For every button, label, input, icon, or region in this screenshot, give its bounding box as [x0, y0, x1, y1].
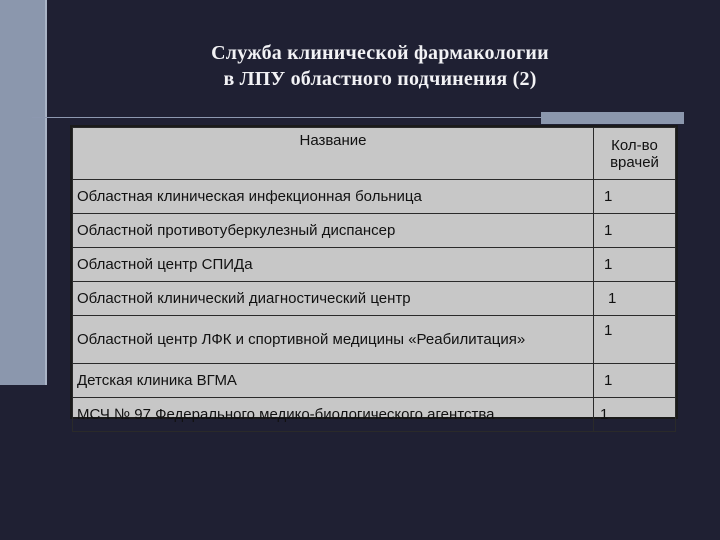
row-count: 1 [594, 316, 676, 364]
slide-title-line2: в ЛПУ областного подчинения (2) [223, 68, 537, 90]
header-name: Название [73, 128, 594, 180]
table-header-row [73, 128, 676, 180]
title-panel [47, 0, 720, 117]
row-name: Областной центр СПИДа [73, 248, 594, 282]
table-row [73, 398, 676, 432]
row-name: Детская клиника ВГМА [73, 364, 594, 398]
row-count: 1 [594, 180, 676, 214]
row-count: 1 [594, 282, 676, 316]
table-row [73, 180, 676, 214]
row-count: 1 [594, 214, 676, 248]
slide-title [0, 40, 720, 92]
header-count: Кол-во врачей [594, 128, 676, 180]
accent-rectangle [541, 112, 684, 124]
row-name: Областной клинический диагностический центр [73, 282, 594, 316]
table-row [73, 316, 676, 364]
row-name: Областной противотуберкулезный диспансер [73, 214, 594, 248]
table-row [73, 248, 676, 282]
row-count: 1 [594, 398, 676, 432]
row-name: Областной центр ЛФК и спортивной медицины «Реабилитация» [73, 316, 594, 364]
table-row [73, 282, 676, 316]
table-row [73, 364, 676, 398]
row-count: 1 [594, 248, 676, 282]
clinics-table-grid [72, 127, 676, 432]
slide-title-line1: Служба клинической фармакологии [211, 42, 549, 64]
clinics-table [70, 125, 678, 423]
row-name: МСЧ № 97 Федерального медико-биологического агентства [73, 398, 594, 432]
row-name: Областная клиническая инфекционная больница [73, 180, 594, 214]
table-row [73, 214, 676, 248]
row-count: 1 [594, 364, 676, 398]
